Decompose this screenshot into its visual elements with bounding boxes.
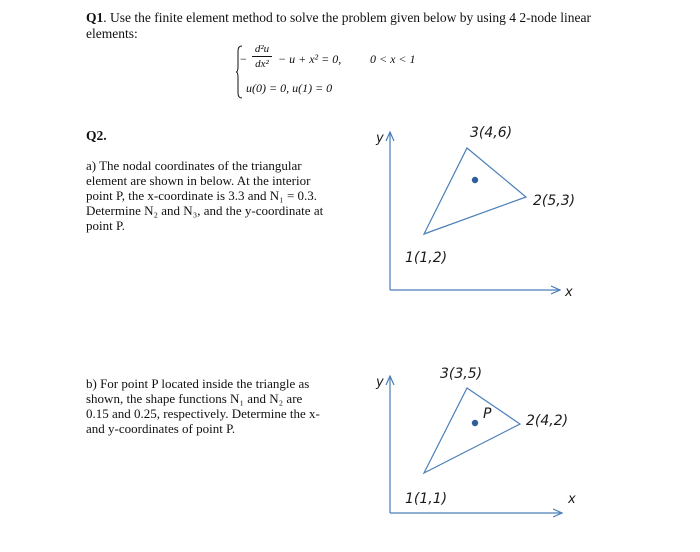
diagram-b-x-label: x — [568, 492, 576, 507]
diagram-b-node-3-label: 3(3,5) — [440, 366, 483, 382]
diagram-b — [375, 366, 576, 513]
diagram-a — [375, 125, 575, 300]
fraction-denominator: dx² — [255, 58, 269, 70]
domain-condition: 0 < x < 1 — [370, 52, 416, 66]
diagram-a-node-2-label: 2(5,3) — [533, 193, 576, 209]
diagram-a-y-label: y — [376, 131, 384, 146]
q1-text: . Use the finite element method to solve the problem given below by using 4 2-node linear elements: — [86, 10, 592, 41]
diagram-b-point-p-label: P — [483, 406, 492, 422]
boundary-conditions: u(0) = 0, u(1) = 0 — [246, 81, 333, 95]
leading-minus: − — [240, 52, 247, 66]
diagram-b-triangle — [424, 388, 520, 473]
diagram-a-node-1-label: 1(1,2) — [405, 250, 448, 266]
diagram-a-node-3-label: 3(4,6) — [470, 125, 513, 141]
diagram-b-node-2-label: 2(4,2) — [526, 413, 569, 429]
part-a-paragraph: a) The nodal coordinates of the triangular element are shown in below. At the interior point P, the x-coordinate is 3.3 and N₁ = 0.3. Determine N₂ and N₃, and the y-coordinate at point P. — [86, 158, 324, 233]
equation-rest: − u + x² = 0, — [278, 52, 342, 66]
diagram-b-y-label: y — [376, 375, 384, 390]
diagram-a-triangle — [424, 148, 526, 234]
diagram-a-x-label: x — [565, 285, 573, 300]
q2-label: Q2. — [86, 128, 107, 143]
diagram-b-point-p — [472, 420, 478, 426]
fraction-numerator: d²u — [254, 43, 270, 55]
part-b-paragraph: b) For point P located inside the triangle as shown, the shape functions N₁ and N₂ are 0.15 and 0.25, respectively. Determine the x- and y-coordinates of point P. — [86, 376, 320, 436]
diagram-b-node-1-label: 1(1,1) — [405, 491, 448, 507]
diagram-a-point-p — [472, 177, 478, 183]
q1-label: Q1 — [86, 10, 104, 25]
